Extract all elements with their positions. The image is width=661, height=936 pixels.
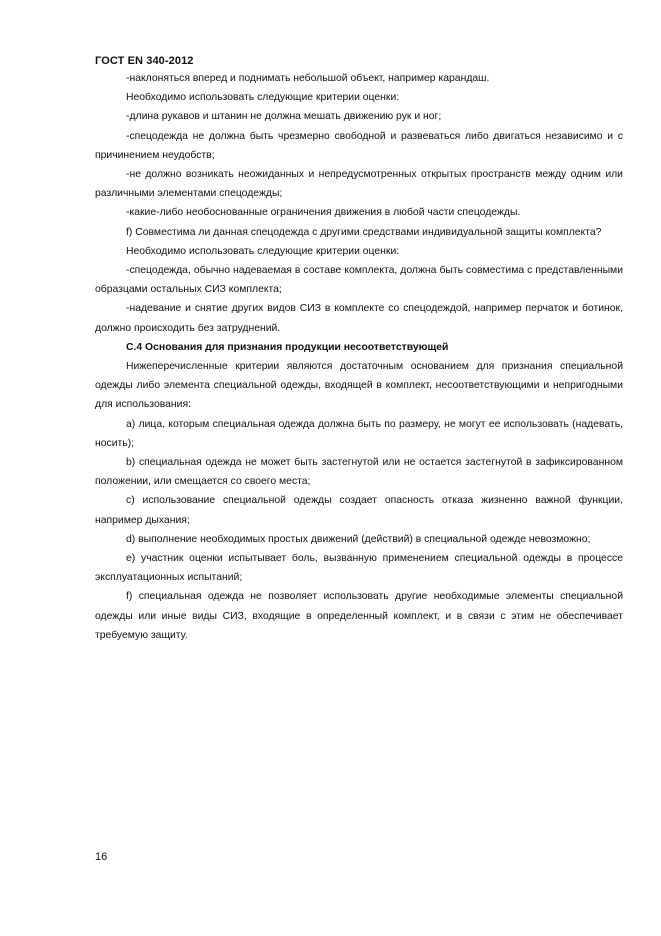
body-paragraph: -спецодежда не должна быть чрезмерно свободной и развеваться либо двигаться независимо и с причинением неудобств;: [95, 130, 623, 161]
body-paragraph: f) Совместима ли данная спецодежда с другими средствами индивидуальной защиты комплекта?: [126, 226, 602, 238]
body-paragraph: b) специальная одежда не может быть застегнутой или не остается застегнутой в зафиксированном положении, или смещается со своего места;: [95, 457, 623, 488]
body-paragraph: Необходимо использовать следующие критерии оценки:: [126, 92, 400, 104]
page-number: 16: [95, 851, 108, 863]
section-heading: С.4 Основания для признания продукции несоответствующей: [126, 341, 449, 353]
body-paragraph: -длина рукавов и штанин не должна мешать движению рук и ног;: [126, 111, 442, 123]
document-body: [95, 69, 623, 645]
body-paragraph: -надевание и снятие других видов СИЗ в комплекте со спецодеждой, например перчаток и ботинок, должно происходить без затруднений.: [95, 303, 623, 334]
body-paragraph: f) специальная одежда не позволяет использовать другие необходимые элементы специальной одежды или иные виды СИЗ, входящие в определенный комплект, и в связи с этим не обеспечивает требуемую защиту.: [95, 591, 623, 641]
body-paragraph: е) участник оценки испытывает боль, вызванную применением специальной одежды в процессе эксплуатационных испытаний;: [95, 553, 623, 584]
body-paragraph: Необходимо использовать следующие критерии оценки:: [126, 245, 400, 257]
body-paragraph: d) выполнение необходимых простых движений (действий) в специальной одежде невозможно;: [126, 533, 591, 545]
body-paragraph: -наклоняться вперед и поднимать небольшой объект, например карандаш.: [126, 73, 490, 84]
body-paragraph: Нижеперечисленные критерии являются достаточным основанием для признания специальной одежды либо элемента специальной одежды, входящей в комплект, несоответствующими и непригодными для использования:: [95, 361, 623, 411]
body-paragraph: -не должно возникать неожиданных и непредусмотренных открытых пространств между одним или различными элементами спецодежды;: [95, 169, 623, 200]
body-paragraph: с) использование специальной одежды создает опасность отказа жизненно важной функции, например дыхания;: [95, 495, 623, 526]
body-paragraph: -спецодежда, обычно надеваемая в составе комплекта, должна быть совместима с представленными образцами остальных СИЗ комплекта;: [95, 265, 623, 296]
body-paragraph: -какие-либо необоснованные ограничения движения в любой части спецодежды.: [126, 207, 521, 219]
document-header: ГОСТ EN 340-2012: [95, 55, 194, 67]
body-paragraph: а) лица, которым специальная одежда должна быть по размеру, не могут ее использовать (надевать, носить);: [95, 418, 623, 449]
